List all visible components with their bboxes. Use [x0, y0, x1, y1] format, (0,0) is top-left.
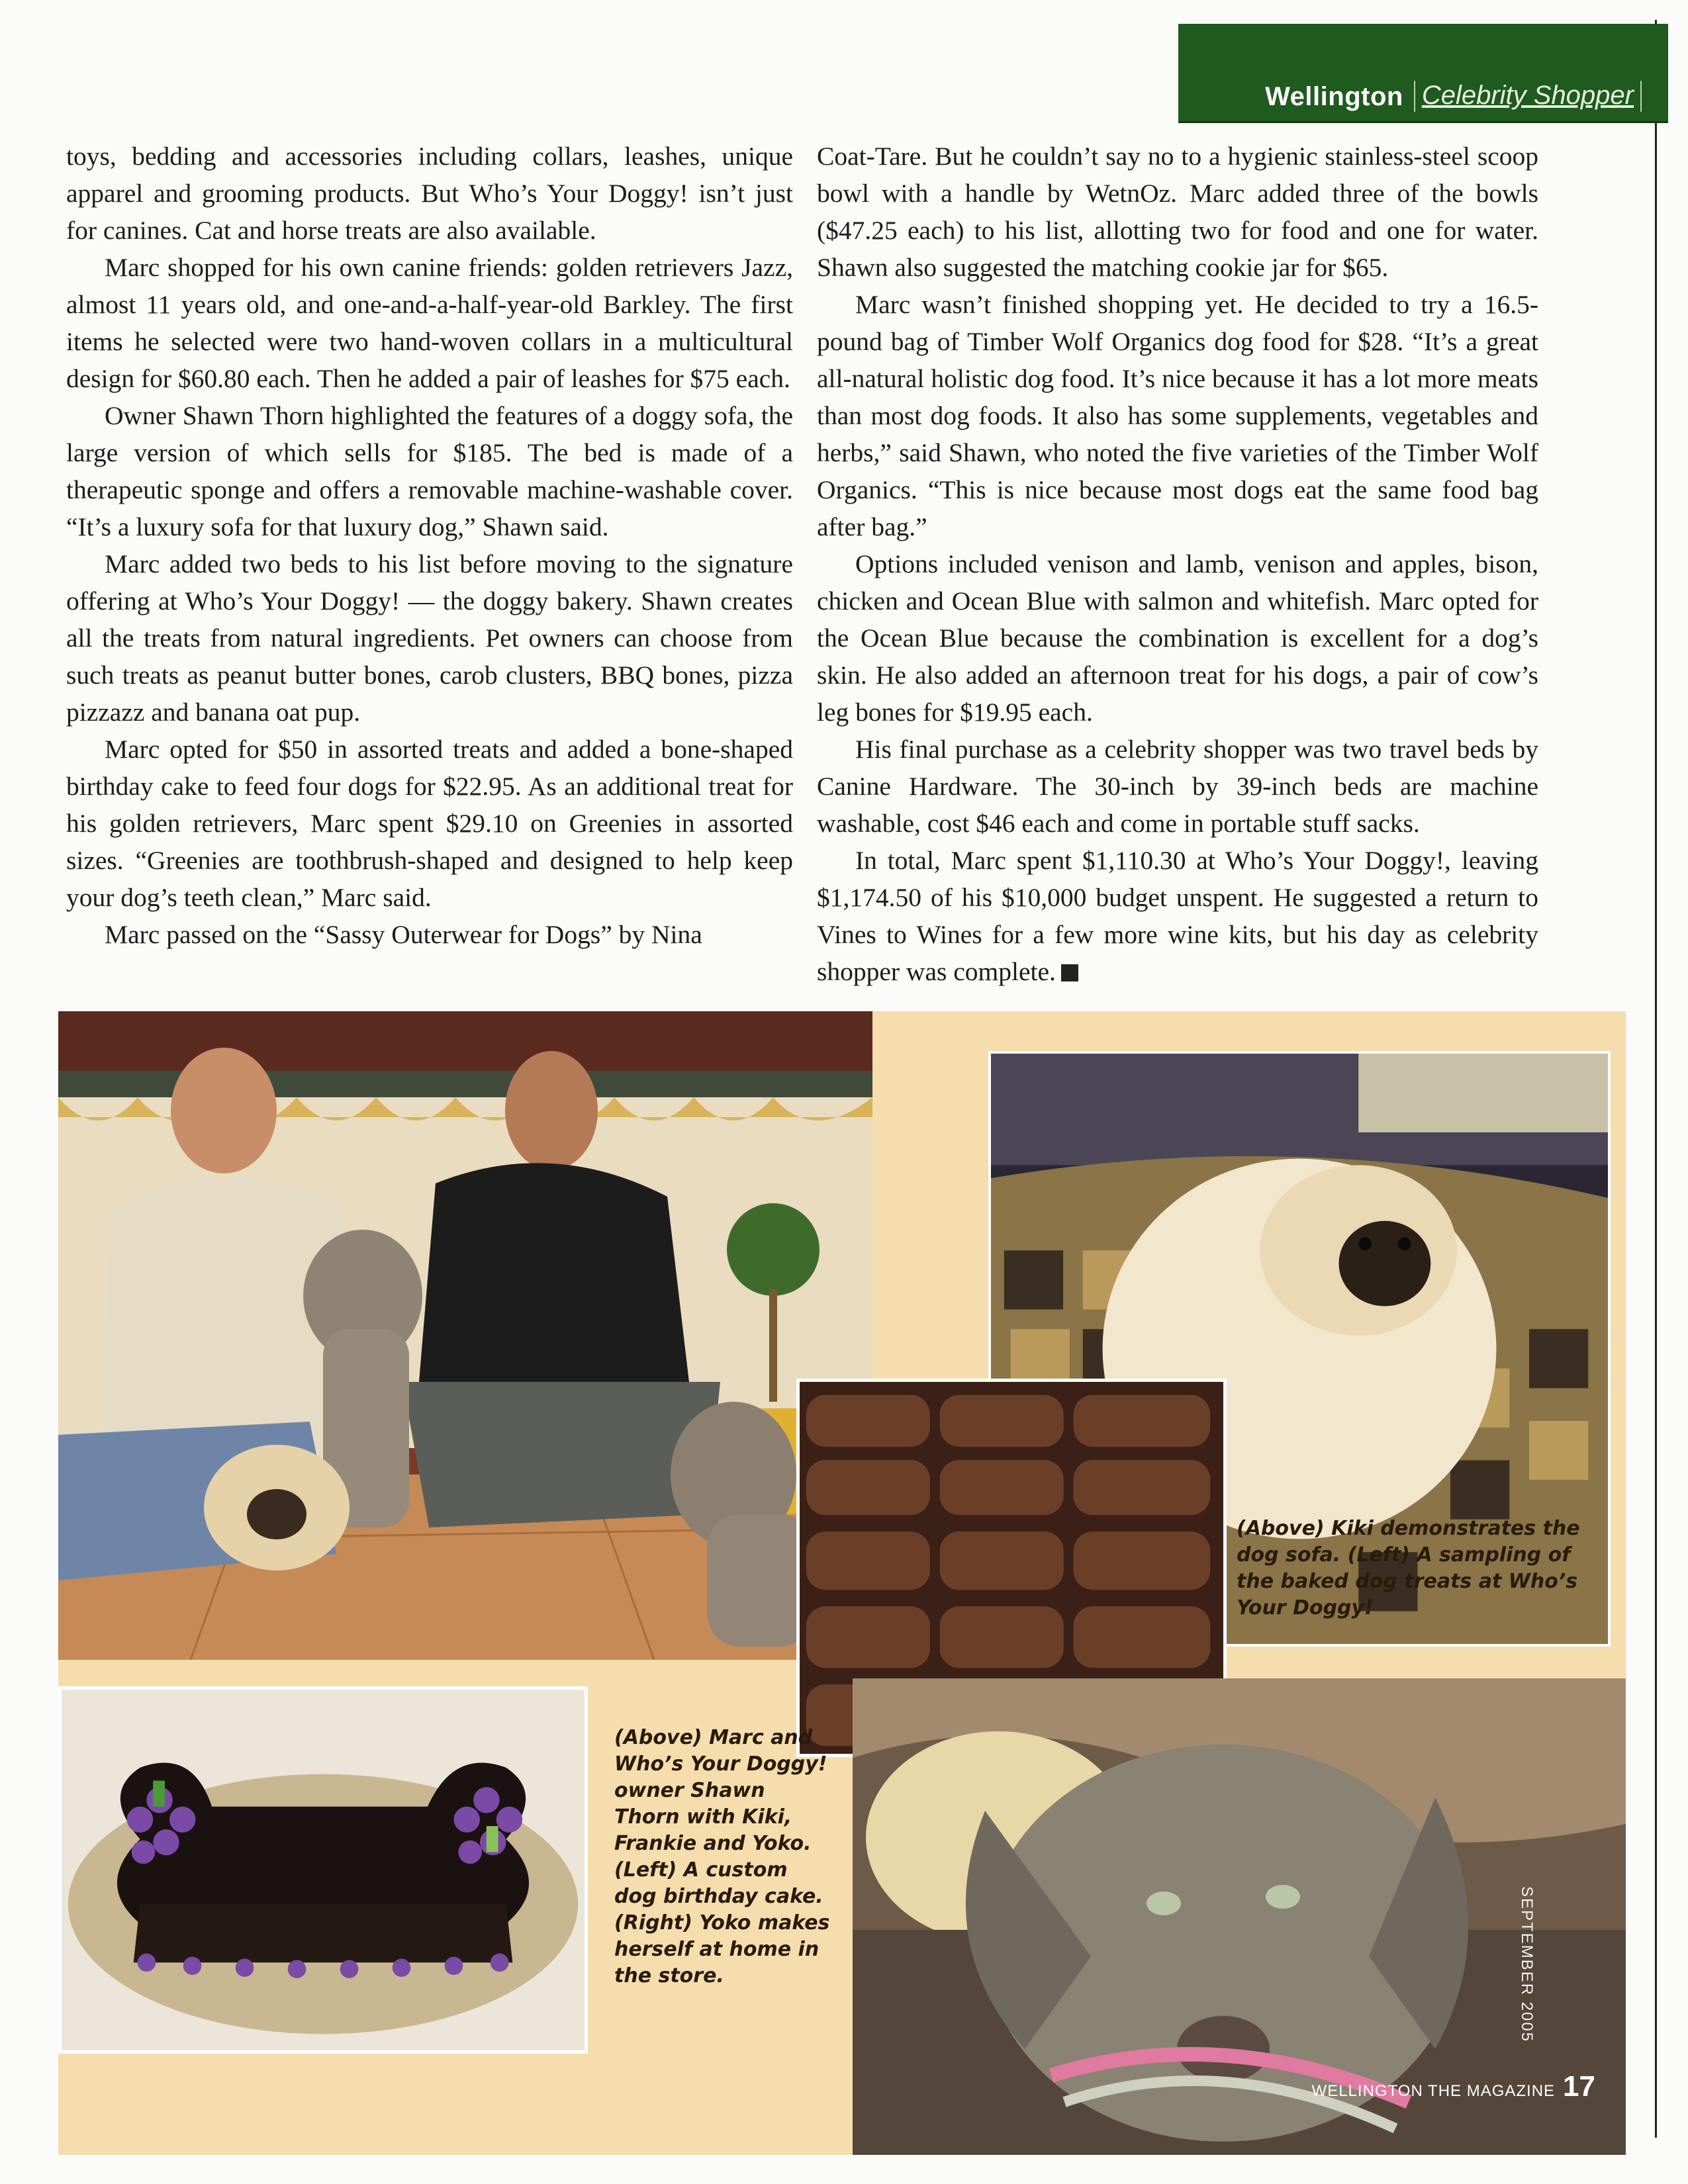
final-text: In total, Marc spent $1,110.30 at Who’s Your Doggy!, leaving $1,174.50 of his $10,000 budget unspent. He suggested a return to Vines to Wines for a few more wine kits, but his day as celebrity shopper was complete. [817, 846, 1538, 986]
paragraph: Marc wasn’t finished shopping yet. He decided to try a 16.5-pound bag of Timber Wolf Organics dog food for $28. “It’s a great all-natural holistic dog food. It’s nice because it has a lot more meats than most dog foods. It also has some supplements, vegetables and herbs,” said Shawn, who noted the five varieties of the Timber Wolf Organics. “This is nice because most dogs eat the same food bag after bag.” [817, 290, 1538, 541]
scan-edge-right [1655, 20, 1657, 2138]
paragraph: Options included venison and lamb, venison and apples, bison, chicken and Ocean Blue with salmon and whitefish. Marc opted for the Ocean Blue because the combination is excellent for a dog’s skin. He also added an afternoon treat for his dogs, a pair of cow’s leg bones for $19.95 each. [817, 549, 1538, 727]
issue-date: SEPTEMBER 2005 [1518, 1886, 1536, 2043]
photo-marc-shawn-dogs [58, 1011, 872, 1660]
section-header [1178, 24, 1668, 123]
magazine-name: WELLINGTON THE MAGAZINE [1311, 2082, 1556, 2100]
paragraph: Marc added two beds to his list before moving to the signature offering at Who’s Your Doggy! — the doggy bakery. Shawn creates all the treats from natural ingredients. Pet owners can choose from such treats as peanut butter bones, carob clusters, BBQ bones, pizza pizzazz and banana oat pup. [66, 549, 793, 727]
paragraph: Marc passed on the “Sassy Outerwear for Dogs” by Nina [105, 920, 702, 949]
header-section: Celebrity Shopper [1414, 81, 1642, 112]
paragraph: Marc shopped for his own canine friends: golden retrievers Jazz, almost 11 years old, and one-and-a-half-year-old Barkley. The first items he selected were two hand-woven collars in a multicultural design for $60.80 each. Then he added a pair of leashes for $75 each. [66, 253, 793, 393]
paragraph: Owner Shawn Thorn highlighted the features of a doggy sofa, the large version of which sells for $185. The bed is made of a therapeutic sponge and offers a removable machine-washable cover. “It’s a luxury sofa for that luxury dog,” Shawn said. [66, 401, 793, 541]
page-number: 17 [1563, 2070, 1595, 2103]
page-footer [1312, 2070, 1595, 2103]
end-mark-icon [1061, 964, 1078, 981]
photo-birthday-cake [58, 1686, 588, 2054]
paragraph: Marc opted for $50 in assorted treats and added a bone-shaped birthday cake to feed four dogs for $22.95. As an additional treat for his golden retrievers, Marc spent $29.10 on Greenies in assorted sizes. “Greenies are toothbrush-shaped and designed to help keep your dog’s teeth clean,” Marc said. [66, 735, 793, 912]
article-column-left [66, 138, 793, 953]
paragraph: toys, bedding and accessories including collars, leashes, unique apparel and grooming products. But Who’s Your Doggy! isn’t just for canines. Cat and horse treats are also available. [66, 142, 793, 245]
article-column-right [817, 138, 1538, 990]
paragraph-final [817, 842, 1538, 990]
paragraph: Coat-Tare. But he couldn’t say no to a hygienic stainless-steel scoop bowl with a handle by WetnOz. Marc added three of the bowls ($47.25 each) to his list, allotting two for food and one for water. Shawn also suggested the matching cookie jar for $65. [817, 142, 1538, 282]
paragraph: His final purchase as a celebrity shopper was two travel beds by Canine Hardware. The 30-inch by 39-inch beds are machine washable, cost $46 each and come in portable stuff sacks. [817, 735, 1538, 838]
header-brand: Wellington [1265, 82, 1403, 111]
photo-panel [58, 1011, 1626, 2155]
caption-kiki: (Above) Kiki demonstrates the dog sofa. (Left) A sampling of the baked dog treats at Who’s Your Doggy! [1237, 1517, 1580, 1619]
caption-main: (Above) Marc and Who’s Your Doggy! owner Shawn Thorn with Kiki, Frankie and Yoko. (Left) A custom dog birthday cake. (Right) Yoko makes herself at home in the store. [614, 1726, 830, 1987]
